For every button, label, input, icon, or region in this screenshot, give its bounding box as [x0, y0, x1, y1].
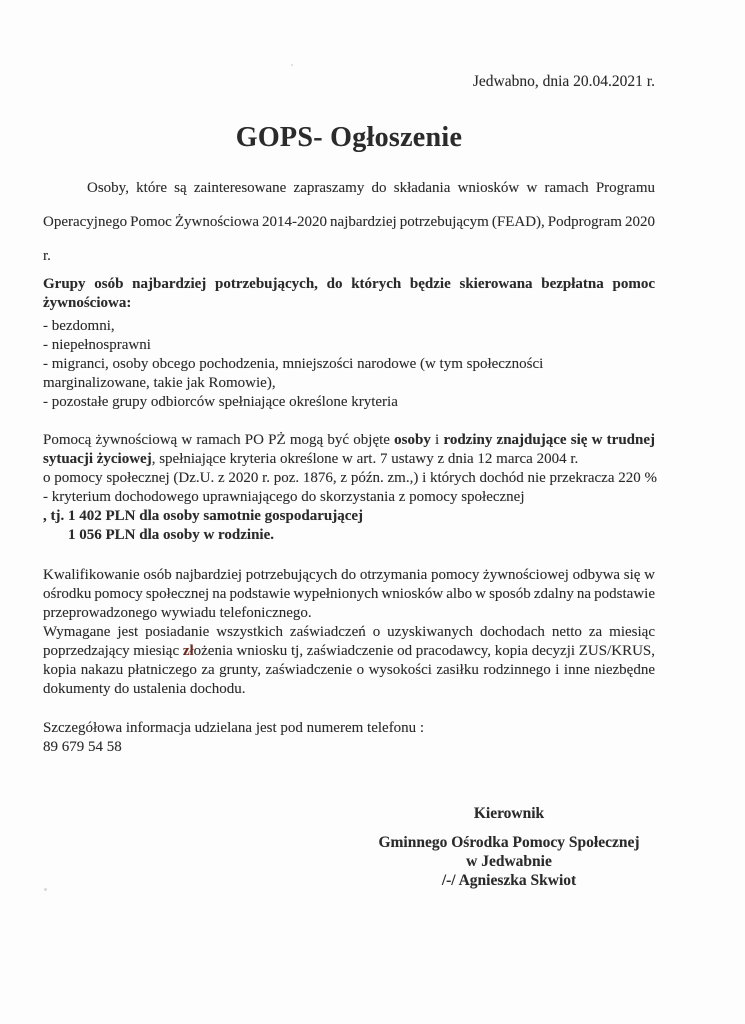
eligibility-line — [43, 431, 655, 450]
qualification-line: kopia nakazu płatniczego za grunty, zaświadczenie o wysokości zasiłku rodzinnego i inne niezbędne — [43, 662, 655, 678]
intro-line: Operacyjnego Pomoc Żywnościowa 2014-2020 najbardziej potrzebującym (FEAD), Podprogram 2020 — [43, 214, 655, 230]
phone-label: Szczegółowa informacja udzielana jest pod numerem telefonu : — [43, 720, 425, 736]
bold-text-segment: sytuacji życiowej — [43, 451, 152, 467]
text-segment: Pomocą żywnościową w ramach PO PŻ mogą być objęte — [43, 432, 395, 448]
qualification-line: ośrodku pomocy społecznej na podstawie wypełnionych wniosków albo w sposób zdalny na podstawie — [43, 586, 655, 602]
income-threshold-single: , tj. 1 402 PLN dla osoby samotnie gospodarującej — [43, 508, 364, 524]
list-item-continuation: marginalizowane, takie jak Romowie), — [43, 375, 276, 391]
signature-name: /-/ Agnieszka Skwiot — [441, 872, 577, 889]
qualification-paragraph — [43, 566, 655, 699]
handwritten-correction: zł — [182, 643, 194, 659]
groups-heading-line: żywnościowa: — [43, 295, 132, 311]
scan-artifact-dot — [44, 888, 47, 891]
signature-org — [359, 833, 659, 890]
text-segment: , spełniające kryteria określone w art. 7 ustawy z dnia 12 marca 2004 r. — [151, 451, 579, 467]
groups-heading-line: Grupy osób najbardziej potrzebujących, do których będzie skierowana bezpłatna pomoc — [43, 276, 655, 292]
eligibility-line: o pomocy społecznej (Dz.U. z 2020 r. poz. 1876, z późn. zm.,) i których dochód nie przekracza 220 % — [43, 470, 657, 486]
text-segment: ożenia wniosku tj, zaświadczenie od pracodawcy, kopia decyzji ZUS/KRUS, — [193, 643, 655, 659]
signature-org-line: w Jedwabnie — [466, 853, 552, 870]
bold-text-segment: rodziny znajdujące się w trudnej — [443, 432, 655, 448]
contact-info — [43, 719, 655, 757]
groups-list — [43, 317, 655, 412]
intro-line: Osoby, które są zainteresowane zapraszamy do składania wniosków w ramach Programu — [87, 180, 655, 196]
list-item: - bezdomni, — [43, 318, 115, 334]
text-segment: poprzedzający miesiąc — [43, 643, 183, 659]
qualification-line: Wymagane jest posiadanie wszystkich zaświadczeń o uzyskiwanych dochodach netto za miesiąc — [43, 624, 655, 640]
date-line: Jedwabno, dnia 20.04.2021 r. — [472, 73, 655, 90]
eligibility-line — [43, 450, 655, 469]
qualification-line: Kwalifikowanie osób najbardziej potrzebujących do otrzymania pomocy żywnościowej odbywa się w — [43, 567, 655, 583]
eligibility-line: - kryterium dochodowego uprawniającego do skorzystania z pomocy społecznej — [43, 489, 525, 505]
groups-heading — [43, 275, 655, 313]
qualification-line: przeprowadzonego wywiadu telefonicznego. — [43, 605, 312, 621]
income-threshold-family: 1 056 PLN dla osoby w rodzinie. — [68, 527, 274, 543]
signature-role: Kierownik — [473, 805, 545, 822]
phone-number: 89 679 54 58 — [43, 739, 122, 755]
qualification-line — [43, 642, 655, 661]
text-segment: i — [430, 432, 444, 448]
eligibility-paragraph — [43, 431, 655, 545]
list-item: - pozostałe grupy odbiorców spełniające określone kryteria — [43, 394, 398, 410]
list-item: - niepełnosprawni — [43, 337, 151, 353]
list-item: - migranci, osoby obcego pochodzenia, mniejszości narodowe (w tym społeczności — [43, 356, 544, 372]
scan-artifact-dot — [291, 64, 293, 66]
qualification-line: dokumenty do ustalenia dochodu. — [43, 681, 246, 697]
page-title: GOPS- Ogłoszenie — [235, 122, 463, 153]
signature-block — [359, 804, 659, 890]
signature-org-line: Gminnego Ośrodka Pomocy Społecznej — [378, 834, 640, 851]
bold-text-segment: osoby — [394, 432, 431, 448]
intro-line: r. — [43, 248, 51, 264]
intro-paragraph — [43, 171, 655, 273]
